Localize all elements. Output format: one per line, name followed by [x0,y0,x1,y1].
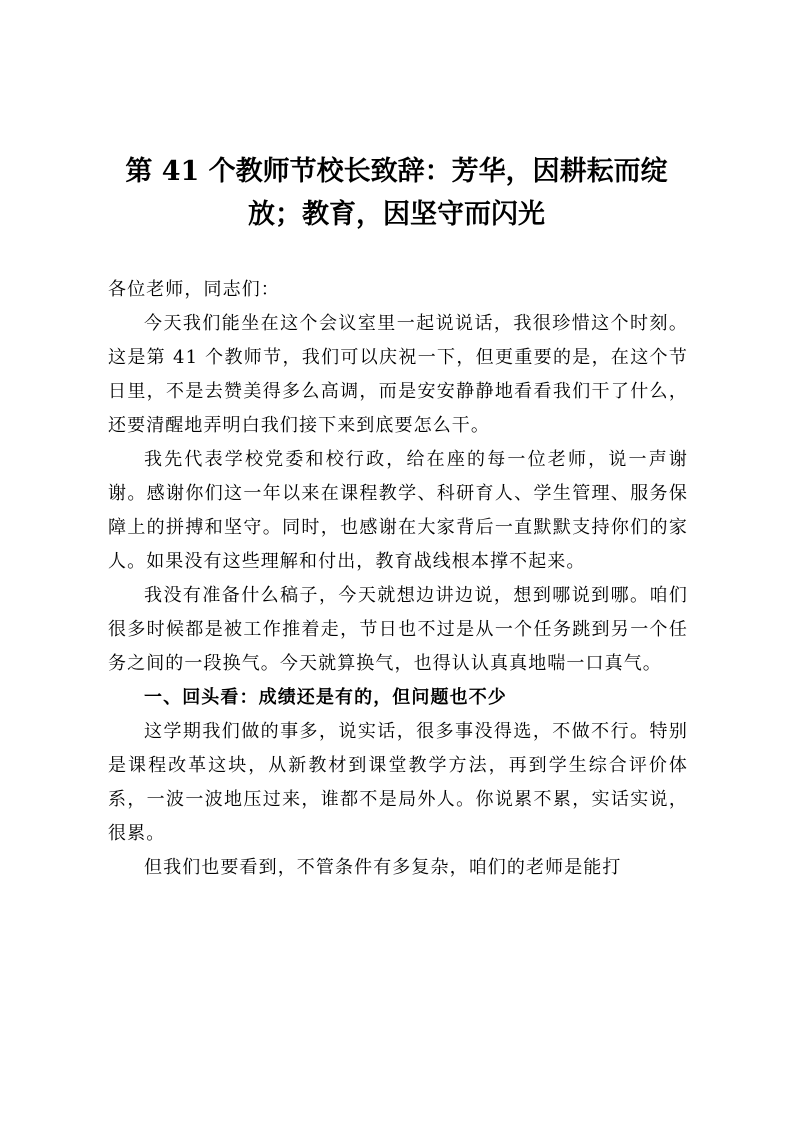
section-paragraph-1: 这学期我们做的事多，说实话，很多事没得选，不做不行。特别是课程改革这块，从新教材到课堂教学方法，再到学生综合评价体系，一波一波地压过来，谁都不是局外人。你说累不累，实话实说，很累。 [108,721,688,844]
section-paragraph-2: 但我们也要看到，不管条件有多复杂，咱们的老师是能打 [144,857,622,878]
title-line-2: 放；教育，因坚守而闪光 [248,199,545,230]
title-line-1: 第 41 个教师节校长致辞：芳华，因耕耘而绽 [125,156,668,187]
paragraph-3: 我没有准备什么稿子，今天就想边讲边说，想到哪说到哪。咱们很多时候都是被工作推着走，节日也不过是从一个任务跳到另一个任务之间的一段换气。今天就算换气，也得认认真真地喘一口真气。 [108,585,688,674]
document-body [108,273,688,885]
section-heading: 一、回头看：成绩还是有的，但问题也不少 [144,687,507,708]
paragraph-1: 今天我们能坐在这个会议室里一起说说话，我很珍惜这个时刻。这是第 41 个教师节，我们可以庆祝一下，但更重要的是，在这个节日里，不是去赞美得多么高调，而是安安静静地看看我们干了什么，还要清醒地弄明白我们接下来到底要怎么干。 [108,313,688,436]
document-title [100,150,693,236]
paragraph-2: 我先代表学校党委和校行政，给在座的每一位老师，说一声谢谢。感谢你们这一年以来在课程教学、科研育人、学生管理、服务保障上的拼搏和坚守。同时，也感谢在大家背后一直默默支持你们的家人。如果没有这些理解和付出，教育战线根本撑不起来。 [108,449,688,572]
salutation: 各位老师，同志们： [108,279,280,300]
